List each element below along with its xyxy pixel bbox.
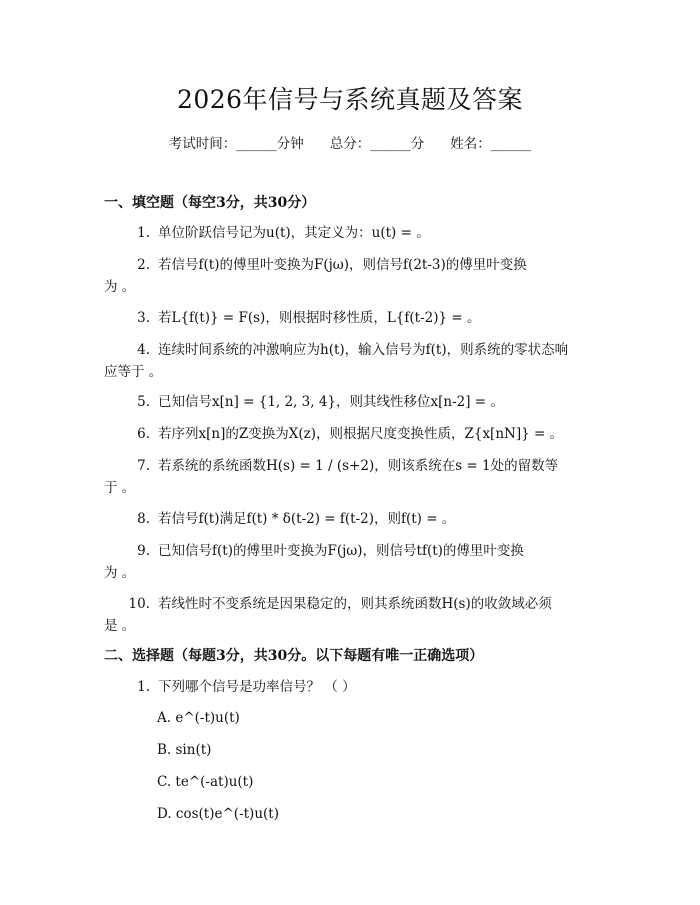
question-item	[104, 540, 604, 584]
question-text: 若线性时不变系统是因果稳定的，则其系统函数H(s)的收敛域必须	[158, 596, 552, 612]
question-text-continued: 为 。	[104, 565, 136, 581]
name-field: 姓名：______	[450, 136, 532, 152]
question-number: 3.	[137, 310, 150, 326]
question-text: 下列哪个信号是功率信号？ （ ）	[158, 679, 356, 695]
question-item	[104, 339, 604, 383]
question-number: 2.	[137, 257, 150, 273]
question-number: 4.	[137, 342, 150, 358]
question-text: 若序列x[n]的Z变换为X(z)，则根据尺度变换性质，Z{x[nN]} = 。	[158, 426, 564, 442]
choice-option-d: D. cos(t)e^(-t)u(t)	[157, 806, 279, 822]
question-item	[104, 593, 604, 637]
question-text: 连续时间系统的冲激响应为h(t)，输入信号为f(t)，则系统的零状态响	[158, 342, 569, 358]
question-text: 若系统的系统函数H(s) = 1 / (s+2)，则该系统在s = 1处的留数等	[158, 458, 559, 474]
question-text: 若信号f(t)的傅里叶变换为F(jω)，则信号f(2t-3)的傅里叶变换	[158, 257, 527, 273]
section-heading-fill-blank: 一、填空题（每空3分，共30分）	[104, 195, 316, 211]
choice-option-a: A. e^(-t)u(t)	[157, 710, 240, 726]
question-text: 已知信号x[n] = {1, 2, 3, 4}，则其线性移位x[n-2] = 。	[158, 394, 504, 410]
question-text-continued: 应等于 。	[104, 364, 163, 380]
question-item	[104, 222, 604, 244]
question-number: 7.	[137, 458, 150, 474]
question-item	[104, 307, 604, 329]
question-text: 若L{f(t)} = F(s)，则根据时移性质，L{f(t-2)} = 。	[158, 310, 481, 326]
question-number: 1.	[137, 225, 150, 241]
question-text: 已知信号f(t)的傅里叶变换为F(jω)，则信号tf(t)的傅里叶变换	[158, 543, 524, 559]
question-number: 5.	[137, 394, 150, 410]
exam-meta	[0, 132, 700, 152]
question-item	[104, 254, 604, 298]
question-number: 10.	[128, 596, 150, 612]
question-text-continued: 为 。	[104, 279, 136, 295]
question-number: 1.	[137, 679, 150, 695]
question-text: 若信号f(t)满足f(t) * δ(t-2) = f(t-2)，则f(t) = 。	[158, 511, 456, 527]
question-item	[104, 508, 604, 530]
question-number: 9.	[137, 543, 150, 559]
question-text-continued: 是 。	[104, 618, 136, 634]
question-number: 8.	[137, 511, 150, 527]
question-item	[104, 423, 604, 445]
section-heading-multiple-choice: 二、选择题（每题3分，共30分。以下每题有唯一正确选项）	[104, 648, 484, 664]
question-text-continued: 于 。	[104, 480, 136, 496]
choice-option-b: B. sin(t)	[157, 742, 212, 758]
exam-time-field: 考试时间：______分钟	[168, 136, 304, 152]
total-score-field: 总分：______分	[329, 136, 425, 152]
question-number: 6.	[137, 426, 150, 442]
question-item	[104, 676, 604, 698]
question-item	[104, 455, 604, 499]
choice-option-c: C. te^(-at)u(t)	[157, 774, 254, 790]
question-text: 单位阶跃信号记为u(t)，其定义为：u(t) = 。	[158, 225, 430, 241]
question-item	[104, 391, 604, 413]
page-title: 2026年信号与系统真题及答案	[176, 85, 524, 114]
